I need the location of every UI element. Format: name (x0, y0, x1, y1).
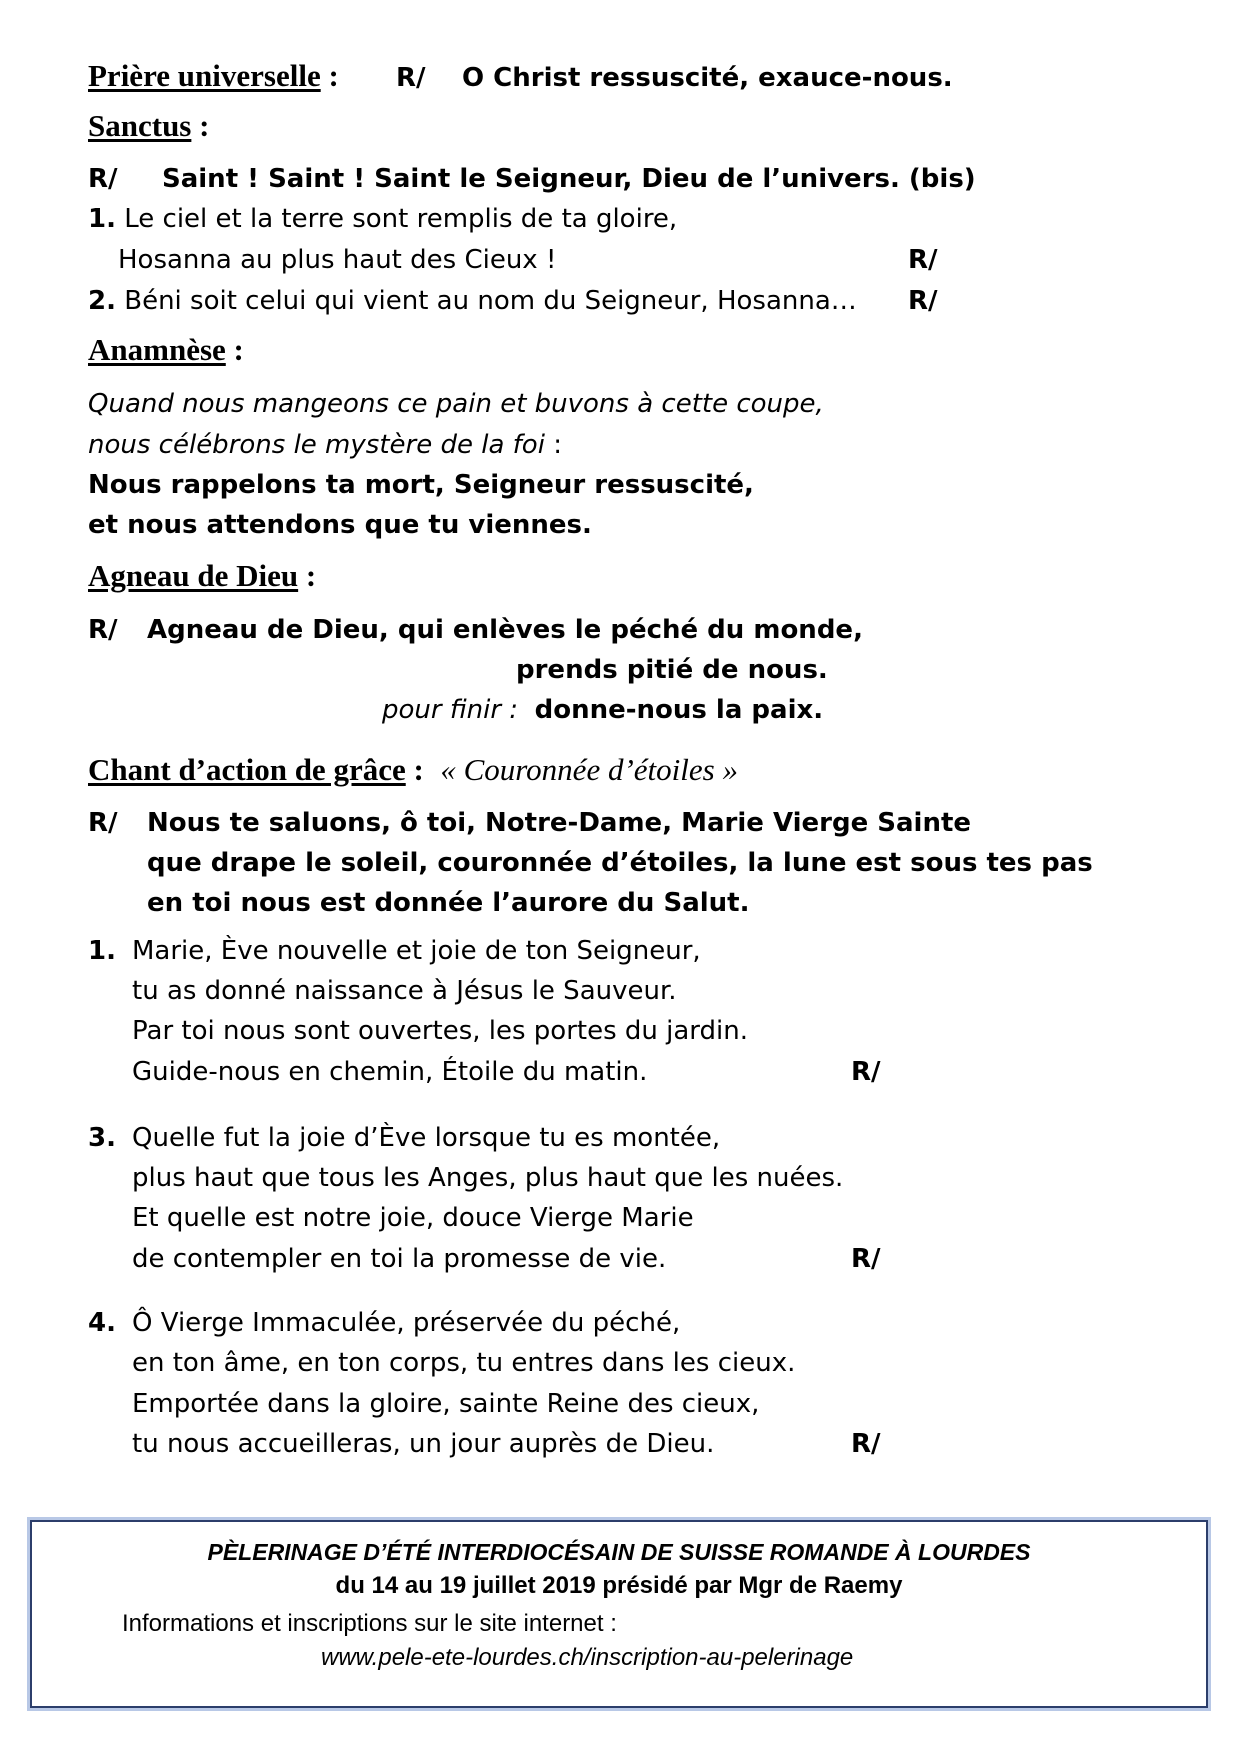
anamnese-line-2-colon: : (544, 430, 562, 460)
chant-verse-1-refrain-marker: R/ (851, 1057, 881, 1087)
priere-refrain-label: R/ (396, 63, 426, 93)
agneau-line-1: Agneau de Dieu, qui enlèves le péché du monde, (147, 615, 863, 645)
anamnese-line-3: Nous rappelons ta mort, Seigneur ressuscité, (88, 470, 754, 500)
chant-refrain-label: R/ (88, 808, 118, 838)
anamnese-heading: Anamnèse (88, 332, 226, 367)
agneau-heading: Agneau de Dieu (88, 558, 299, 593)
priere-refrain-text: O Christ ressuscité, exauce-nous. (462, 63, 953, 93)
agneau-section (88, 560, 316, 594)
priere-heading: Prière universelle (88, 58, 321, 93)
anamnese-section (88, 334, 244, 368)
chant-verse-1-line-4: Guide-nous en chemin, Étoile du matin. (132, 1057, 648, 1087)
sanctus-verse-2-line-1: Béni soit celui qui vient au nom du Seigneur, Hosanna… (124, 286, 857, 316)
chant-verse-4-line-2: en ton âme, en ton corps, tu entres dans les cieux. (132, 1348, 796, 1378)
sanctus-heading-colon: : (191, 108, 210, 143)
chant-refrain-line-3: en toi nous est donnée l’aurore du Salut. (147, 888, 750, 918)
sanctus-section (88, 110, 209, 144)
chant-refrain-line-2: que drape le soleil, couronnée d’étoiles, la lune est sous tes pas (147, 848, 1093, 878)
sanctus-refrain-text: Saint ! Saint ! Saint le Seigneur, Dieu de l’univers. (bis) (162, 164, 976, 194)
chant-verse-3-line-4: de contempler en toi la promesse de vie. (132, 1244, 667, 1274)
sanctus-heading: Sanctus (88, 108, 192, 143)
chant-verse-1-number: 1. (88, 936, 116, 966)
chant-title: « Couronnée d’étoiles » (440, 752, 738, 787)
chant-verse-4-refrain-marker: R/ (851, 1429, 881, 1459)
sanctus-verse-2 (88, 285, 857, 317)
sanctus-verse-1-number: 1. (88, 204, 116, 234)
anamnese-line-2: nous célébrons le mystère de la foi (88, 430, 545, 460)
chant-verse-3-line-1: Quelle fut la joie d’Ève lorsque tu es montée, (132, 1123, 721, 1153)
agneau-refrain-label: R/ (88, 615, 118, 645)
chant-refrain-line-1: Nous te saluons, ô toi, Notre-Dame, Marie Vierge Sainte (147, 808, 972, 838)
sanctus-verse-2-number: 2. (88, 286, 116, 316)
chant-verse-1-line-3: Par toi nous sont ouvertes, les portes du jardin. (132, 1016, 749, 1046)
chant-verse-4-number: 4. (88, 1308, 116, 1338)
sanctus-verse-1-refrain-marker: R/ (908, 245, 938, 275)
sanctus-verse-1-line-1: Le ciel et la terre sont remplis de ta gloire, (124, 204, 678, 234)
sanctus-verse-1 (88, 203, 677, 235)
anamnese-line-2-wrap (88, 429, 562, 461)
agneau-line-3: donne-nous la paix. (534, 695, 824, 725)
chant-verse-1-line-2: tu as donné naissance à Jésus le Sauveur. (132, 976, 677, 1006)
pilgrimage-info-text: Informations et inscriptions sur le site internet : (122, 1610, 617, 1637)
chant-verse-4-line-4: tu nous accueilleras, un jour auprès de Dieu. (132, 1429, 715, 1459)
agneau-line-2: prends pitié de nous. (516, 655, 828, 685)
pilgrimage-info-box (30, 1520, 1208, 1708)
priere-section (88, 60, 339, 94)
chant-section (88, 754, 738, 788)
pilgrimage-dates: du 14 au 19 juillet 2019 présidé par Mgr de Raemy (335, 1572, 903, 1599)
pilgrimage-title: PÈLERINAGE D’ÉTÉ INTERDIOCÉSAIN DE SUISSE ROMANDE À LOURDES (207, 1539, 1031, 1565)
anamnese-line-1: Quand nous mangeons ce pain et buvons à cette coupe, (88, 389, 824, 419)
chant-verse-4-line-1: Ô Vierge Immaculée, préservée du péché, (132, 1308, 681, 1338)
agneau-line-3-prefix: pour finir : (382, 695, 519, 725)
agneau-heading-colon: : (298, 558, 317, 593)
pilgrimage-url-link[interactable]: www.pele-ete-lourdes.ch/inscription-au-pelerinage (321, 1644, 854, 1671)
anamnese-heading-colon: : (225, 332, 244, 367)
chant-verse-3-number: 3. (88, 1123, 116, 1153)
chant-verse-1-line-1: Marie, Ève nouvelle et joie de ton Seigneur, (132, 936, 701, 966)
sanctus-refrain-label: R/ (88, 164, 118, 194)
chant-heading: Chant d’action de grâce (88, 752, 406, 787)
priere-heading-colon: : (320, 58, 339, 93)
chant-verse-3-refrain-marker: R/ (851, 1244, 881, 1274)
chant-verse-3-line-3: Et quelle est notre joie, douce Vierge Marie (132, 1203, 694, 1233)
chant-heading-colon: : (405, 752, 424, 787)
agneau-line-3-wrap (382, 694, 823, 726)
chant-verse-3-line-2: plus haut que tous les Anges, plus haut que les nuées. (132, 1163, 844, 1193)
chant-verse-4-line-3: Emportée dans la gloire, sainte Reine des cieux, (132, 1389, 760, 1419)
sanctus-verse-2-refrain-marker: R/ (908, 286, 938, 316)
anamnese-line-4: et nous attendons que tu viennes. (88, 510, 592, 540)
sanctus-verse-1-line-2: Hosanna au plus haut des Cieux ! (118, 245, 557, 275)
